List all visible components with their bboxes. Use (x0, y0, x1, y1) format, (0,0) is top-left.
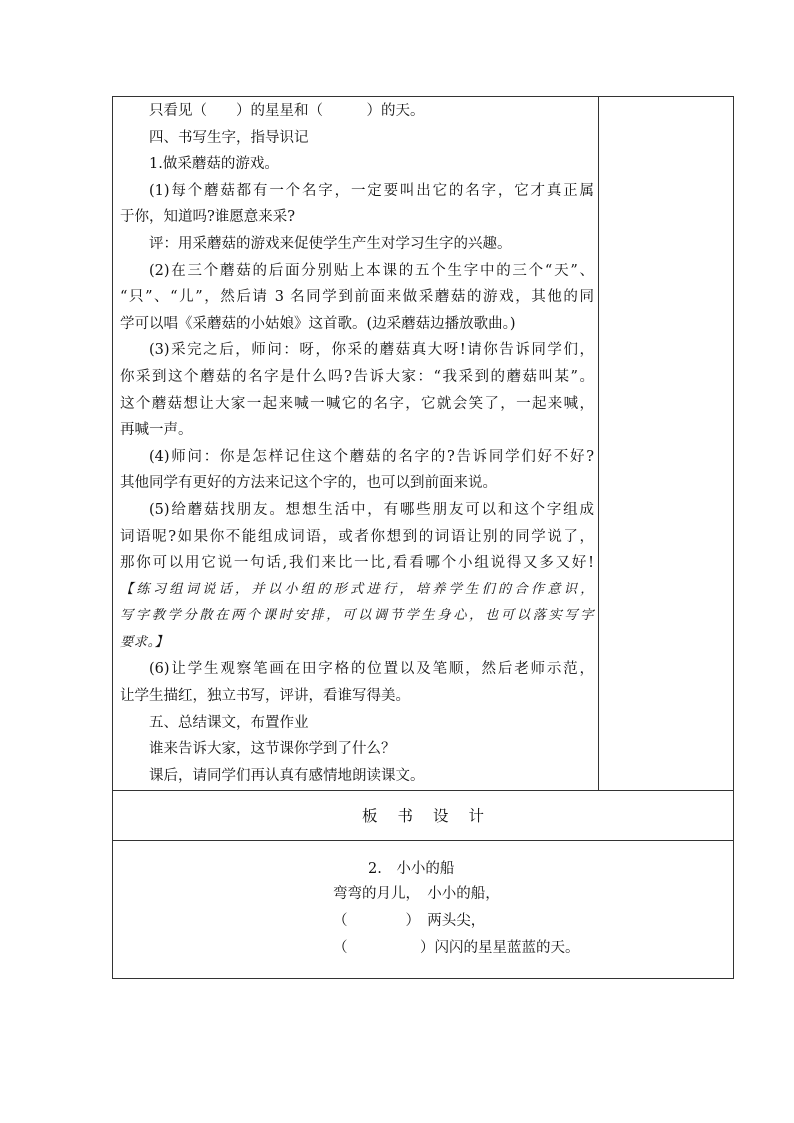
text-line: 你采到这个蘑菇的名字是什么吗?告诉大家：“我采到的蘑菇叫某”。 (120, 368, 594, 385)
section-heading: 五、总结课文，布置作业 (149, 714, 309, 731)
board-line-3: （ ）闪闪的星星蓝蓝的天。 (333, 940, 580, 956)
text-line: 只看见（ ）的星星和（ ）的天。 (149, 103, 425, 119)
text-line: (3)采完之后，师问：呀，你采的蘑菇真大呀!请你告诉同学们， (149, 342, 594, 359)
board-line-1: 弯弯的月儿， 小小的船， (333, 886, 500, 902)
text-line: 这个蘑菇想让大家一起来喊一喊它的名字，它就会笑了，一起来喊， (120, 395, 594, 412)
text-line: 词语呢?如果你不能组成词语，或者你想到的词语让别的同学说了， (120, 528, 594, 545)
text-line: 谁来告诉大家，这节课你学到了什么？ (149, 741, 396, 758)
text-line: 让学生描红，独立书写，评讲，看谁写得美。 (120, 688, 410, 705)
text-line: (2)在三个蘑菇的后面分别贴上本课的五个生字中的三个“天”、 (149, 262, 594, 279)
teaching-note: 要求。】 (120, 634, 169, 650)
board-lesson-title: 2. 小小的船 (368, 861, 455, 877)
teaching-note: 写字教学分散在两个课时安排，可以调节学生身心，也可以落实写字 (120, 608, 594, 624)
text-line: 课后，请同学们再认真有感情地朗读课文。 (149, 767, 425, 784)
text-line: 1.做采蘑菇的游戏。 (149, 156, 279, 173)
lesson-content (120, 98, 594, 789)
text-line: (5)给蘑菇找朋友。想想生活中，有哪些朋友可以和这个字组成 (149, 501, 594, 518)
text-line: (1)每个蘑菇都有一个名字，一定要叫出它的名字，它才真正属 (149, 182, 594, 199)
text-line: (4)师问：你是怎样记住这个蘑菇的名字的?告诉同学们好不好? (149, 448, 594, 465)
text-line: 其他同学有更好的方法来记这个字的，也可以到前面来说。 (120, 475, 497, 492)
comment-line: 评：用采蘑菇的游戏来促使学生产生对学习生字的兴趣。 (149, 235, 512, 252)
board-design-heading (112, 790, 734, 840)
teaching-note: 【练习组词说话，并以小组的形式进行，培养学生们的合作意识， (120, 581, 594, 597)
section-heading: 四、书写生字，指导识记 (149, 129, 309, 146)
text-line: 学可以唱《采蘑菇的小姑娘》这首歌。(边采蘑菇边播放歌曲。) (120, 315, 516, 332)
text-line: 那你可以用它说一句话,我们来比一比,看看哪个小组说得又多又好! (120, 555, 594, 572)
text-line: 于你，知道吗?谁愿意来采? (120, 209, 296, 226)
board-line-2: （ ） 两头尖， (333, 913, 486, 929)
board-design-title: 板书设计 (361, 807, 504, 825)
text-line: (6)让学生观察笔画在田字格的位置以及笔顺，然后老师示范， (149, 661, 594, 678)
column-divider (598, 96, 599, 790)
row-divider (112, 840, 734, 841)
text-line: 再喊一声。 (120, 422, 193, 439)
text-line: “只”、“儿”，然后请 3 名同学到前面来做采蘑菇的游戏，其他的同 (120, 289, 594, 306)
